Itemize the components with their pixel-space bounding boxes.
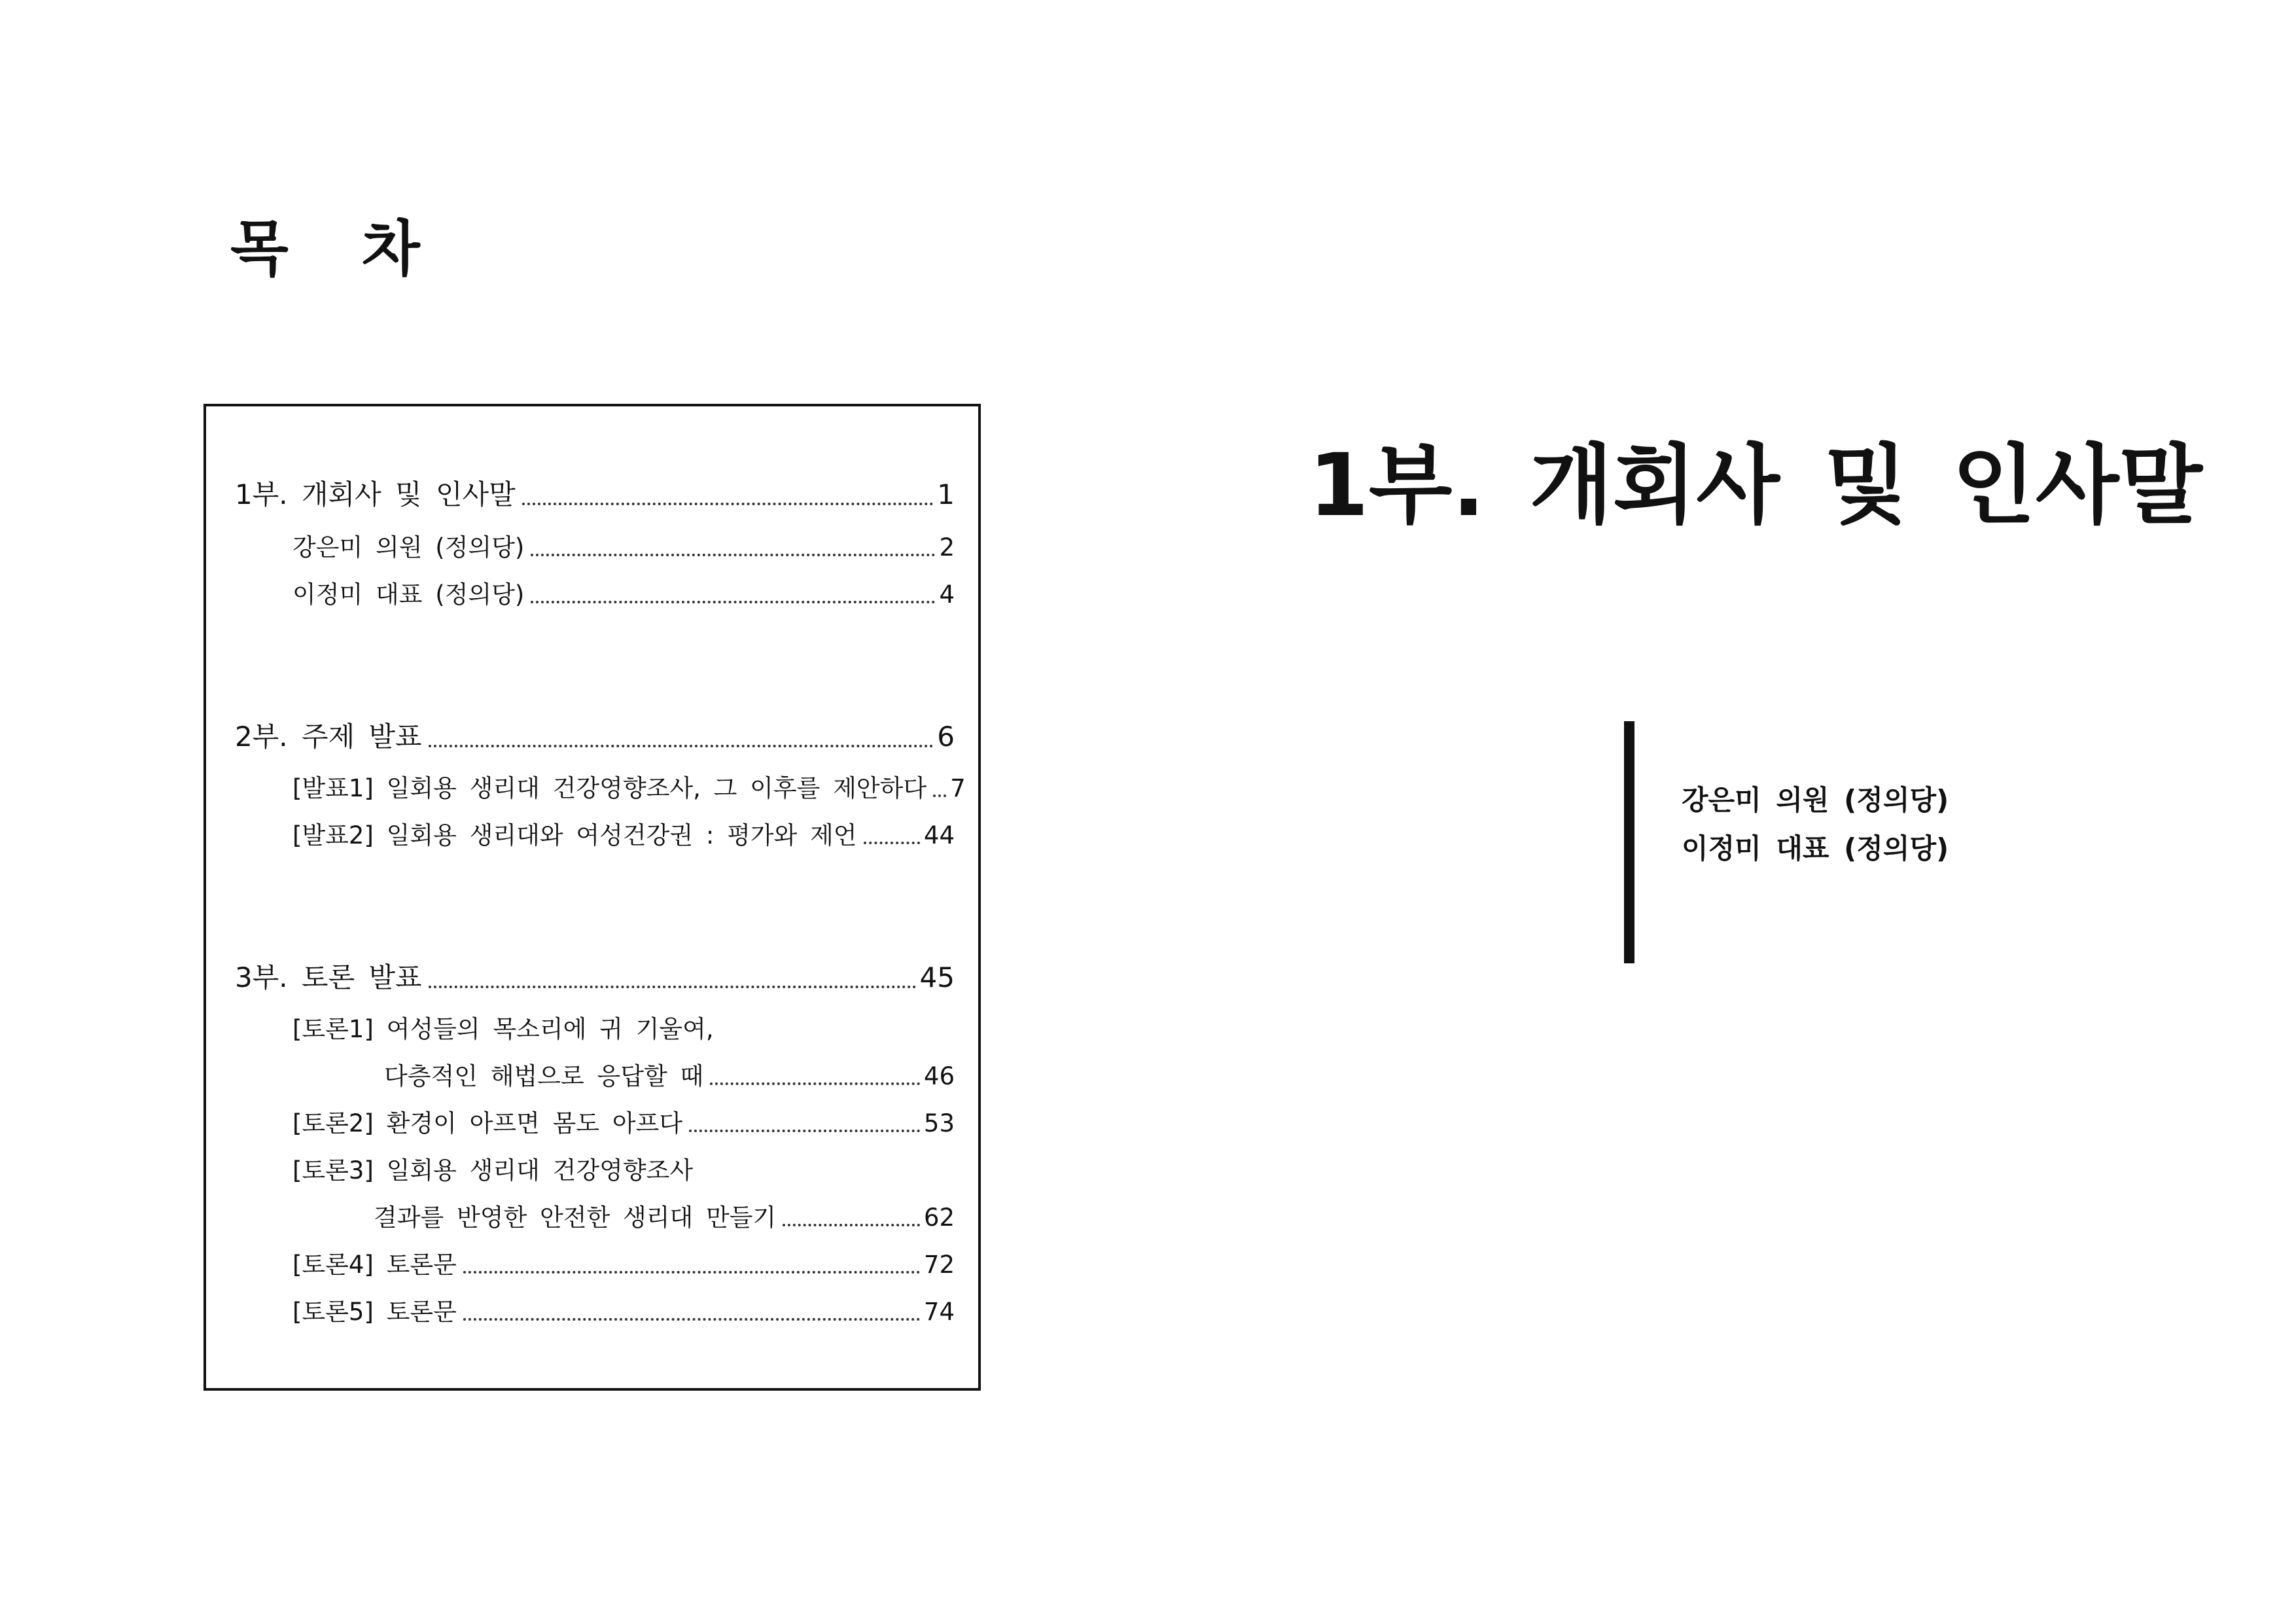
toc-entry-label: [토론3] 일회용 생리대 건강영향조사 <box>292 1156 694 1185</box>
dot-leader <box>531 601 935 603</box>
toc-entry-label: 이정미 대표 (정의당) <box>292 580 525 609</box>
toc-entry-part2[interactable] <box>235 721 955 753</box>
toc-entry-label: [토론4] 토론문 <box>292 1251 457 1279</box>
toc-title: 목 차 <box>230 214 446 284</box>
toc-entry-presentation-1[interactable] <box>292 774 966 803</box>
toc-entry-label: 1부. 개회사 및 인사말 <box>235 478 516 510</box>
toc-entry-label: [발표1] 일회용 생리대 건강영향조사, 그 이후를 제안하다 <box>292 774 927 802</box>
toc-entry-page: 62 <box>923 1204 955 1232</box>
dot-leader <box>522 503 934 505</box>
toc-entry-presentation-2[interactable] <box>292 821 955 850</box>
section-heading: 1부. 개회사 및 인사말 <box>1309 435 2202 536</box>
toc-entry-page: 2 <box>939 533 955 562</box>
toc-entry-page: 6 <box>937 721 955 753</box>
dot-leader <box>933 794 946 797</box>
toc-entry-page: 74 <box>923 1298 955 1326</box>
toc-entry-page: 72 <box>923 1251 955 1279</box>
toc-entry-discussion-3-line1[interactable] <box>292 1156 955 1185</box>
vertical-divider <box>1624 721 1634 963</box>
toc-entry-discussion-4[interactable] <box>292 1251 955 1279</box>
dot-leader <box>689 1130 920 1132</box>
toc-entry-label: 2부. 주제 발표 <box>235 721 422 753</box>
dot-leader <box>463 1318 920 1321</box>
toc-entry-label: [발표2] 일회용 생리대와 여성건강권 : 평가와 제언 <box>292 821 857 849</box>
toc-entry-label: 강은미 의원 (정의당) <box>292 533 525 562</box>
dot-leader <box>710 1082 920 1085</box>
toc-entry-page: 4 <box>939 580 955 609</box>
toc-entry-label: [토론5] 토론문 <box>292 1298 457 1326</box>
dot-leader <box>864 842 920 844</box>
toc-entry-page: 44 <box>923 821 955 849</box>
toc-entry-page: 45 <box>919 961 955 993</box>
toc-entry-page: 7 <box>950 774 966 802</box>
toc-entry-part1[interactable] <box>235 478 955 511</box>
speaker-2: 이정미 대표 (정의당) <box>1682 832 1949 865</box>
toc-entry-label: 3부. 토론 발표 <box>235 961 422 993</box>
dot-leader <box>429 986 916 988</box>
toc-entry-discussion-2[interactable] <box>292 1109 955 1138</box>
toc-entry-discussion-5[interactable] <box>292 1298 955 1327</box>
dot-leader <box>463 1271 920 1274</box>
toc-entry-greeting-1[interactable] <box>292 533 955 562</box>
toc-entry-page: 46 <box>923 1062 955 1090</box>
toc-box <box>203 404 981 1391</box>
toc-entry-label: 결과를 반영한 안전한 생리대 만들기 <box>374 1204 777 1232</box>
toc-entry-discussion-1-line2[interactable] <box>384 1062 955 1091</box>
dot-leader <box>429 745 934 747</box>
toc-entry-label: 다층적인 해법으로 응답할 때 <box>384 1062 704 1090</box>
toc-entry-label: [토론2] 환경이 아프면 몸도 아프다 <box>292 1109 683 1137</box>
toc-entry-greeting-2[interactable] <box>292 580 955 609</box>
toc-entry-label: [토론1] 여성들의 목소리에 귀 기울여, <box>292 1015 714 1043</box>
toc-entry-part3[interactable] <box>235 961 955 994</box>
toc-entry-discussion-1-line1[interactable] <box>292 1015 955 1044</box>
toc-entry-page: 1 <box>937 478 955 510</box>
speaker-1: 강은미 의원 (정의당) <box>1682 784 1949 816</box>
dot-leader <box>783 1224 920 1226</box>
toc-entry-page: 53 <box>923 1109 955 1137</box>
dot-leader <box>531 554 935 556</box>
toc-entry-discussion-3-line2[interactable] <box>374 1204 955 1232</box>
